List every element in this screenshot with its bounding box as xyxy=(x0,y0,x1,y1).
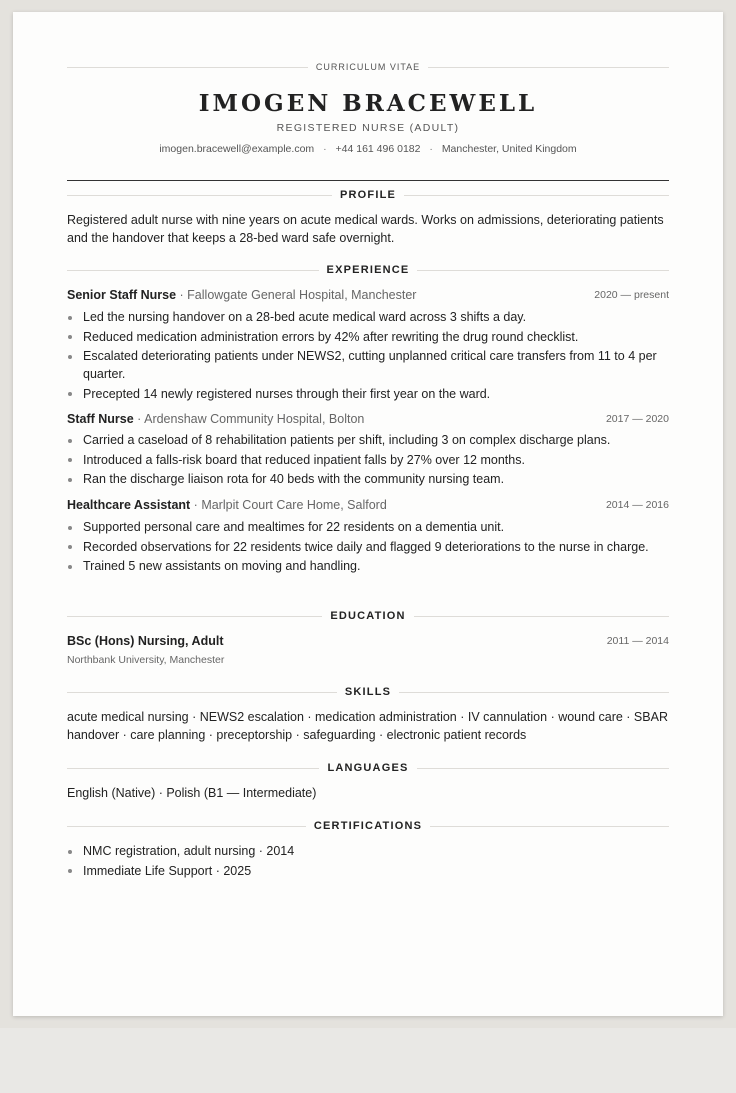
section-title: LANGUAGES xyxy=(327,762,409,774)
job-bullets xyxy=(67,518,669,577)
divider xyxy=(414,616,669,617)
job-title: Staff Nurse xyxy=(67,412,134,426)
certifications-list xyxy=(67,842,669,881)
list-item: Ran the discharge liaison rota for 40 beds with the community nursing team. xyxy=(67,470,669,488)
list-item: Recorded observations for 22 residents twice daily and flagged 9 deteriorations to the nurse in charge. xyxy=(67,538,669,556)
job-title-headline: REGISTERED NURSE (ADULT) xyxy=(276,122,460,134)
profile-summary: Registered adult nurse with nine years on acute medical wards. Works on admissions, deteriorating patients and the handover that keeps a 28-bed ward safe overnight. xyxy=(67,213,664,245)
job-separator: · xyxy=(133,412,145,426)
job-employer: Fallowgate General Hospital, Manchester xyxy=(187,288,417,302)
divider xyxy=(67,692,337,693)
list-item: Immediate Life Support · 2025 xyxy=(67,862,669,880)
languages-list: English (Native) · Polish (B1 — Intermediate) xyxy=(67,786,317,800)
contact-separator: · xyxy=(323,143,327,155)
background-band xyxy=(0,1028,736,1093)
list-item: Trained 5 new assistants on moving and handling. xyxy=(67,557,669,575)
divider xyxy=(404,195,669,196)
job-separator: · xyxy=(190,498,202,512)
list-item: Led the nursing handover on a 28-bed acute medical ward across 3 shifts a day. xyxy=(67,308,669,326)
skills-list: acute medical nursing · NEWS2 escalation · medication administration · IV cannulation · wound care · SBAR handover · care planning · preceptorship · safeguarding · electronic patient records xyxy=(67,710,668,742)
divider xyxy=(428,67,669,68)
section-heading-experience xyxy=(67,263,669,277)
section-title: SKILLS xyxy=(344,686,392,698)
education-dates: 2011 — 2014 xyxy=(606,635,669,647)
contact-location: Manchester, United Kingdom xyxy=(441,143,577,155)
list-item: Introduced a falls-risk board that reduced inpatient falls by 27% over 12 months. xyxy=(67,451,669,469)
job-separator: · xyxy=(176,288,188,302)
job-title: Senior Staff Nurse xyxy=(67,288,177,302)
divider xyxy=(67,768,319,769)
divider xyxy=(67,67,308,68)
section-heading-education xyxy=(67,609,669,623)
list-item: Escalated deteriorating patients under NEWS2, cutting unplanned critical care transfers from 11 to 4 per quarter. xyxy=(67,347,669,383)
degree-title: BSc (Hons) Nursing, Adult xyxy=(67,634,224,648)
section-heading-languages xyxy=(67,761,669,775)
education-header xyxy=(67,633,669,650)
candidate-name: IMOGEN BRACEWELL xyxy=(198,90,538,117)
cv-label-row xyxy=(67,60,669,74)
job-dates: 2014 — 2016 xyxy=(605,499,669,511)
list-item: Carried a caseload of 8 rehabilitation patients per shift, including 3 on complex discharge plans. xyxy=(67,431,669,449)
divider xyxy=(430,826,669,827)
job-bullets xyxy=(67,431,669,490)
section-title: EDUCATION xyxy=(330,610,406,622)
section-heading-skills xyxy=(67,685,669,699)
list-item: NMC registration, adult nursing · 2014 xyxy=(67,842,669,860)
divider xyxy=(67,616,322,617)
list-item: Precepted 14 newly registered nurses through their first year on the ward. xyxy=(67,385,669,403)
contact-separator: · xyxy=(429,143,433,155)
divider xyxy=(399,692,669,693)
section-heading-profile xyxy=(67,188,669,202)
divider xyxy=(67,270,319,271)
divider xyxy=(417,768,669,769)
job-header xyxy=(67,497,669,514)
divider xyxy=(417,270,669,271)
list-item: Reduced medication administration errors by 42% after rewriting the drug round checklist. xyxy=(67,328,669,346)
job-header xyxy=(67,411,669,428)
section-title: CERTIFICATIONS xyxy=(313,820,423,832)
job-dates: 2020 — present xyxy=(594,289,669,301)
header-divider xyxy=(67,180,669,181)
education-institution: Northbank University, Manchester xyxy=(67,654,225,666)
contact-phone[interactable]: +44 161 496 0182 xyxy=(335,143,421,155)
job-bullets xyxy=(67,308,669,404)
job-title: Healthcare Assistant xyxy=(67,498,191,512)
divider xyxy=(67,826,306,827)
job-dates: 2017 — 2020 xyxy=(605,413,669,425)
divider xyxy=(67,195,332,196)
resume-page xyxy=(13,12,723,1016)
contact-email[interactable]: imogen.bracewell@example.com xyxy=(159,143,315,155)
job-header xyxy=(67,287,669,304)
job-employer: Marlpit Court Care Home, Salford xyxy=(201,498,387,512)
contact-line xyxy=(67,142,669,156)
section-title: PROFILE xyxy=(339,189,397,201)
cv-label: CURRICULUM VITAE xyxy=(315,62,421,72)
job-employer: Ardenshaw Community Hospital, Bolton xyxy=(144,412,365,426)
section-heading-certifications xyxy=(67,819,669,833)
list-item: Supported personal care and mealtimes for 22 residents on a dementia unit. xyxy=(67,518,669,536)
section-title: EXPERIENCE xyxy=(326,264,410,276)
